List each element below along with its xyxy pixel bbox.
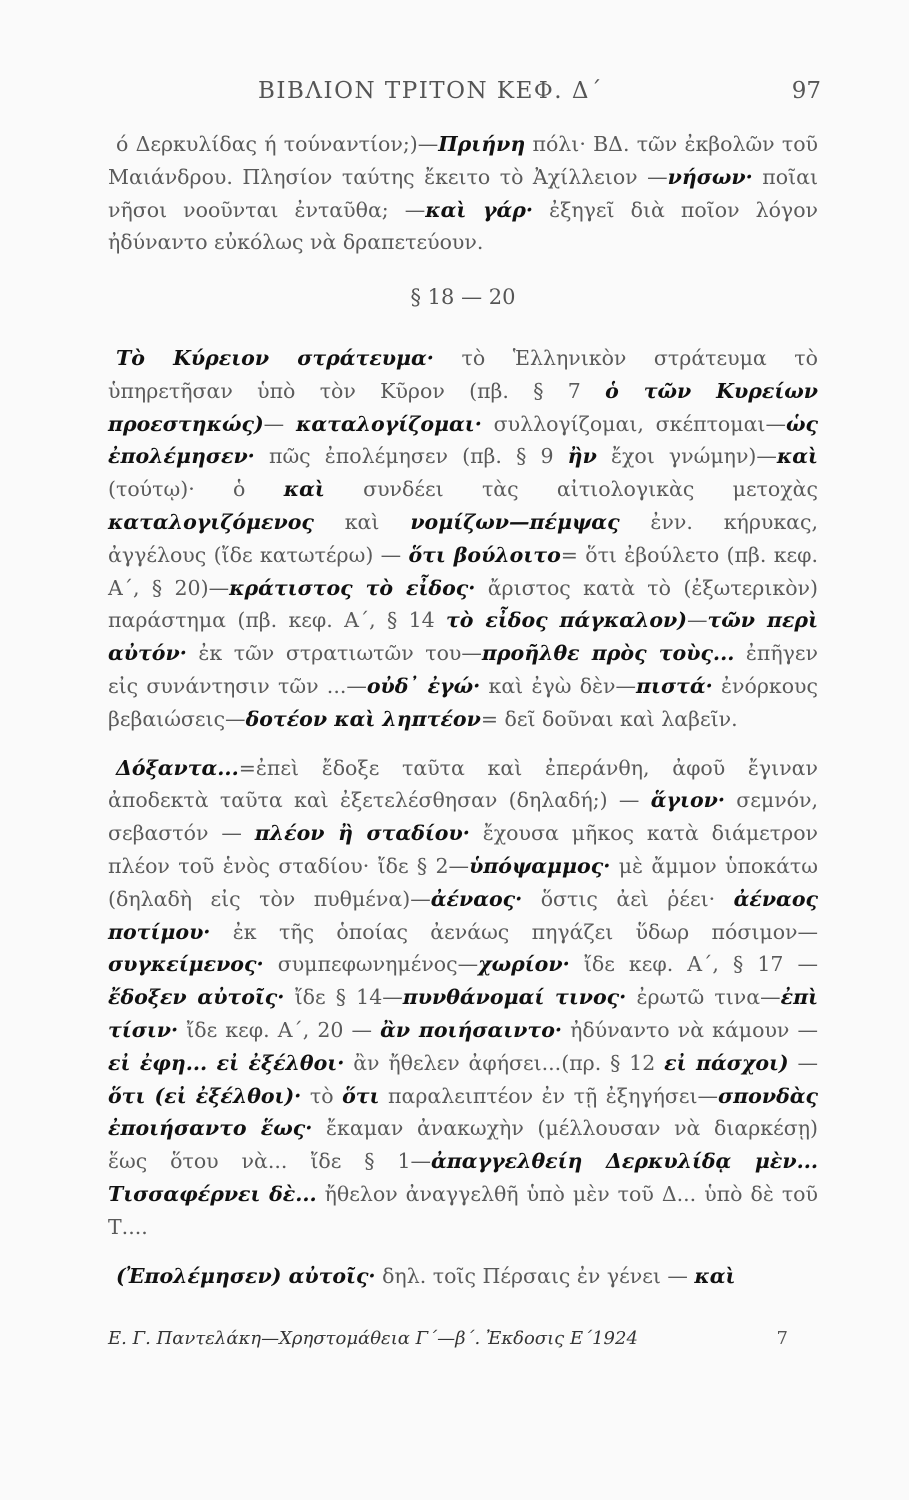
text-run: ἠδύναντο νὰ κάμουν — xyxy=(562,1017,818,1042)
text-run: ἴδε § 14— xyxy=(284,985,403,1010)
text-run: σεμνόν, σεβαστόν — xyxy=(108,788,818,846)
lemma: ὅτι (εἰ ἐξέλθοι)· xyxy=(108,1083,302,1108)
text-run: =ἐπεὶ ἔδοξε ταῦτα καὶ ἐπεράνθη, ἀφοῦ ἔγιναν ἀποδεκτὰ ταῦτα καὶ ἐξετελέσθησαν (δηλαδή;) — xyxy=(108,755,818,813)
text-run: ό Δερκυλίδας ή τούναντίον;)— xyxy=(116,132,439,156)
text-run: ἐξηγεῖ διὰ ποῖον λόγον ἠδύναντο εὐκόλως νὰ δραπετεύουν. xyxy=(108,197,818,255)
lemma: ὅτι βούλοιτο xyxy=(408,542,561,567)
lemma: ἀέναος ποτίμου· xyxy=(108,886,818,944)
text-run: — xyxy=(788,1050,818,1075)
section-heading: § 18 — 20 xyxy=(410,285,516,310)
lemma: νομίζων—πέμψας xyxy=(410,509,620,534)
lemma: ἀέναος· xyxy=(430,886,523,911)
lemma: ὑπόψαμμος· xyxy=(469,853,611,878)
lemma: καὶ xyxy=(694,1263,736,1288)
text-run: συμπεφωνημένος— xyxy=(263,952,479,977)
lemma: συγκείμενος· xyxy=(108,952,264,977)
commentary-paragraph-1 xyxy=(108,128,818,259)
lemma: πυνθάνομαί τινος· xyxy=(402,985,627,1010)
text-run: ἐκ τῆς ὁποίας ἀενάως πηγάζει ὕδωρ πόσιμον— xyxy=(210,919,818,944)
commentary-paragraph-4 xyxy=(108,1260,818,1293)
lemma: ἀπαγγελθείη Δερκυλίδᾳ μὲν... Τισσαφέρνει δὲ... xyxy=(108,1149,818,1206)
text-run: δηλ. τοῖς Πέρσαις ἐν γένει — xyxy=(375,1263,695,1288)
text-run: καὶ xyxy=(313,509,411,534)
lemma: νήσων· xyxy=(667,164,753,189)
lemma: καταλογίζομαι· xyxy=(295,411,482,436)
page-footer xyxy=(108,1328,818,1349)
lemma: ἢν xyxy=(567,444,597,469)
text-run: ἴδε κεφ. Α΄, § 17 — xyxy=(569,952,818,977)
lemma: τὸ εἶδος πάγκαλον) xyxy=(445,608,687,633)
lemma: οὐδ᾽ ἐγώ· xyxy=(366,673,481,698)
text-run: ἴδε κεφ. Α΄, 20 — xyxy=(178,1017,381,1042)
text-run: ὅστις ἀεὶ ῥέει· xyxy=(522,886,734,911)
commentary-paragraph-2 xyxy=(108,342,818,736)
text-run: πόλι· ΒΔ. τῶν ἐκβολῶν τοῦ Μαιάνδρου. Πλησίον ταύτης ἔκειτο τὸ Ἀχίλλειον — xyxy=(108,132,818,189)
text-run: ἐνόρκους βεβαιώσεις— xyxy=(108,673,818,731)
lemma: εἰ πάσχοι) xyxy=(664,1050,789,1075)
text-run: ἂν ἤθελεν ἀφήσει...(πρ. § 12 xyxy=(344,1050,665,1075)
text-run: ἔκαμαν ἀνακωχὴν (μέλλουσαν νὰ διαρκέσῃ) ἕως ὅτου νὰ... ἴδε § 1— xyxy=(108,1116,818,1174)
lemma: Δόξαντα... xyxy=(116,755,239,780)
text-run: συλλογίζομαι, σκέπτομαι— xyxy=(481,411,786,436)
running-head xyxy=(0,78,909,118)
lemma: καὶ xyxy=(776,444,818,469)
text-run: ἐκ τῶν στρατιωτῶν του— xyxy=(186,641,482,666)
lemma: πιστά· xyxy=(636,673,713,698)
text-run: καὶ ἐγὼ δὲν— xyxy=(480,673,637,698)
lemma: καταλογιζόμενος xyxy=(108,509,314,534)
lemma: δοτέον καὶ ληπτέον xyxy=(245,706,481,731)
text-run: — xyxy=(263,411,296,436)
lemma: ἔδοξεν αὐτοῖς· xyxy=(108,985,285,1010)
lemma: κράτιστος τὸ εἶδος· xyxy=(229,575,476,600)
text-run: ἐνν. κήρυκας, ἀγγέλους (ἴδε κατωτέρω) — xyxy=(108,509,818,567)
running-head-title: ΒΙΒΛΙΟΝ ΤΡΙΤΟΝ ΚΕΦ. Δ΄ xyxy=(258,78,603,104)
text-run: πῶς ἐπολέμησεν (πβ. § 9 xyxy=(254,444,568,469)
page-number: 97 xyxy=(791,78,821,104)
lemma: Πριήνη xyxy=(438,132,526,156)
lemma: καὶ xyxy=(283,477,325,502)
lemma: τῶν περὶ αὐτόν· xyxy=(108,608,818,666)
text-run: ἄριστος κατὰ τὸ (ἐξωτερικὸν) παράστημα (πβ. κεφ. Α΄, § 14 xyxy=(108,575,818,633)
lemma: Τὸ Κύρειον στράτευμα· xyxy=(116,345,434,370)
text-run: = δεῖ δοῦναι καὶ λαβεῖν. xyxy=(480,706,738,731)
text-run: μὲ ἄμμον ὑποκάτω (δηλαδὴ εἰς τὸν πυθμένα)— xyxy=(108,853,818,911)
lemma: ἐπὶ τίσιν· xyxy=(108,985,819,1042)
lemma: ἂν ποιήσαιντο· xyxy=(380,1017,563,1042)
text-run: ἔχοι γνώμην)— xyxy=(596,444,777,469)
lemma: πλέον ἢ σταδίου· xyxy=(254,821,470,846)
footer-imprint: Ε. Γ. Παντελάκη—Χρηστομάθεια Γ΄—β΄. Ἐκδοσις Ε΄1924 xyxy=(108,1328,638,1349)
lemma: ὡς ἐπολέμησεν· xyxy=(108,411,818,469)
lemma: σπονδὰς ἐποιήσαντο ἕως· xyxy=(108,1083,818,1141)
lemma: ὅτι xyxy=(342,1083,380,1108)
text-run: τὸ xyxy=(301,1083,343,1108)
text-run: παραλειπτέον ἐν τῇ ἐξηγήσει— xyxy=(379,1083,719,1108)
lemma: ὁ τῶν Κυρείων προεστηκώς) xyxy=(108,378,818,436)
commentary-paragraph-3 xyxy=(108,752,818,1244)
lemma: καὶ γάρ· xyxy=(425,197,534,222)
text-run: (τούτῳ)· ὁ xyxy=(108,477,284,502)
lemma: ἅγιον· xyxy=(650,788,725,813)
commentary-body xyxy=(108,128,818,1292)
text-run: ἐρωτῶ τινα— xyxy=(626,985,781,1010)
text-run: ποῖαι νῆσοι νοοῦνται ἐνταῦθα; — xyxy=(108,164,818,222)
lemma: εἰ ἐφη... εἰ ἐξέλθοι· xyxy=(108,1050,345,1075)
lemma: χωρίον· xyxy=(478,952,570,977)
text-run: ἔχουσα μῆκος κατὰ διάμετρον πλέον τοῦ ἑνὸς σταδίου· ἴδε § 2— xyxy=(108,821,819,878)
text-run: ἐπῆγεν εἰς συνάντησιν τῶν ...— xyxy=(108,641,819,698)
text-run: ἤθελον ἀναγγελθῆ ὑπὸ μὲν τοῦ Δ... ὑπὸ δὲ τοῦ Τ.... xyxy=(108,1181,818,1239)
text-run: = ὅτι ἐβούλετο (πβ. κεφ. Α΄, § 20)— xyxy=(108,542,819,600)
text-run: — xyxy=(686,608,708,633)
lemma: (Ἐπολέμησεν) αὐτοῖς· xyxy=(116,1263,376,1288)
text-run: συνδέει τὰς αἰτιολογικὰς μετοχὰς xyxy=(324,477,818,502)
lemma: προῆλθε πρὸς τοὺς... xyxy=(481,641,735,666)
signature-mark: 7 xyxy=(776,1328,788,1349)
text-run: τὸ Ἑλληνικὸν στράτευμα τὸ ὑπηρετῆσαν ὑπὸ τὸν Κῦρον (πβ. § 7 xyxy=(108,345,818,403)
